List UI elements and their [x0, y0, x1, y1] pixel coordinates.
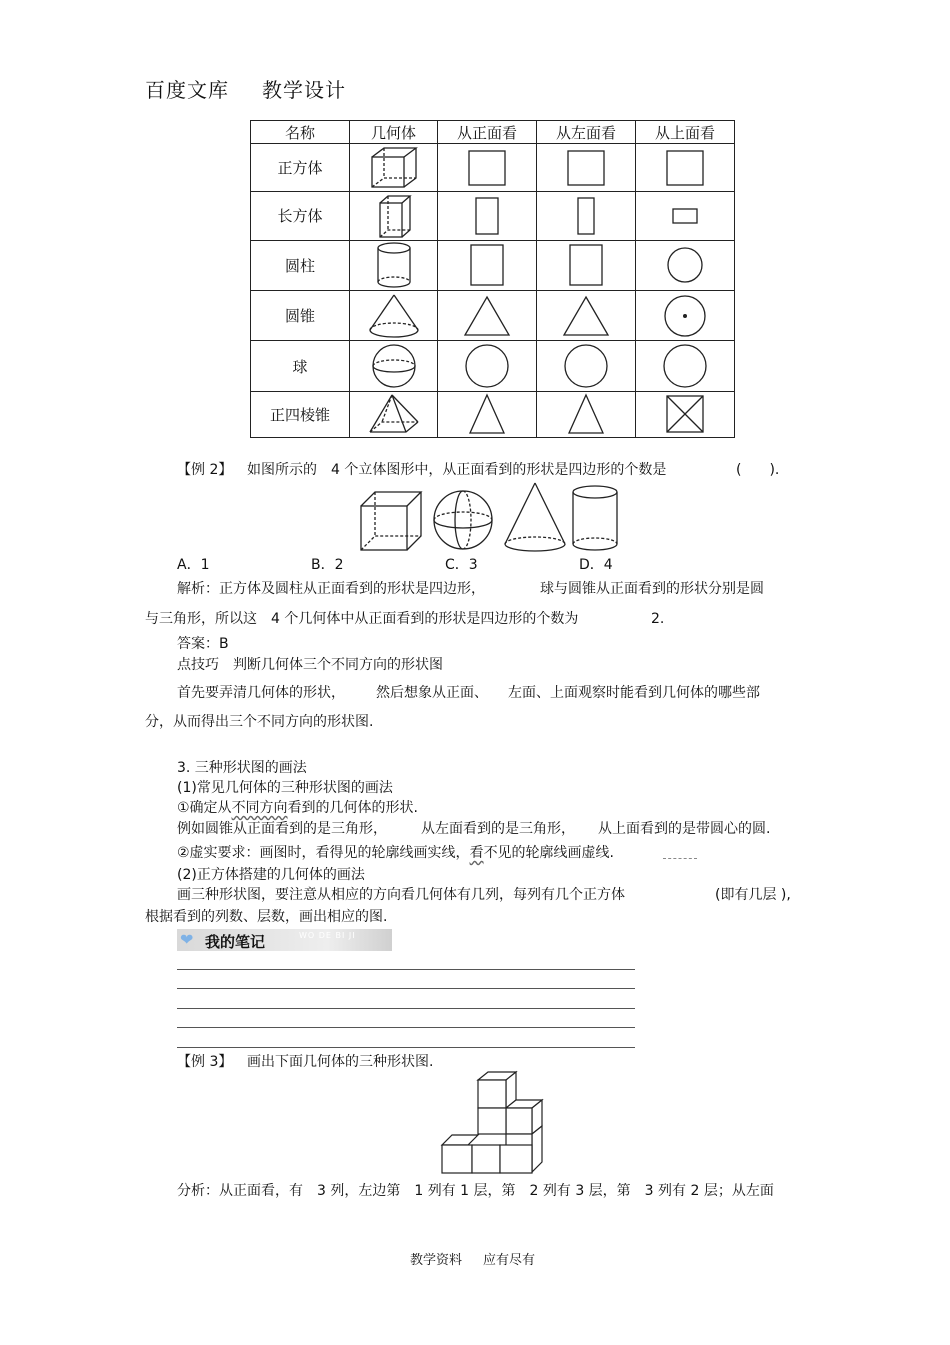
subsection-title: (2)正方体搭建的几何体的画法 [177, 867, 365, 883]
column-header: 从正面看 [438, 121, 537, 144]
example-3-analysis: 分析：从正面看，有 3 列，左边第 1 列有 1 层，第 2 列有 3 层，第 3 列有 2 层；从左面 [177, 1183, 774, 1199]
triangle-front-view-icon [467, 392, 507, 436]
note-line [177, 1027, 635, 1028]
example-2-question: 如图所示的 4 个立体图形中，从正面看到的形状是四边形的个数是 [247, 462, 667, 478]
note-line [177, 1047, 635, 1048]
square-top-view-icon [665, 149, 705, 187]
heart-icon: ❤ [180, 930, 194, 949]
triangle-left-view-icon [566, 392, 606, 436]
tip-text: 左面、上面观察时能看到几何体的哪些部 [508, 685, 760, 701]
column-header: 名称 [251, 121, 350, 144]
wavy-underlined-text: 看 [469, 845, 484, 861]
section-title: 3. 三种形状图的画法 [177, 760, 307, 776]
tip-text: 然后想象从正面、 [376, 685, 488, 701]
paragraph [177, 844, 614, 862]
square-left-view-icon [566, 149, 606, 187]
table-row [251, 391, 735, 437]
table-row [251, 240, 735, 290]
square-diagonals-top-view-icon [665, 394, 705, 434]
circle-center-top-view-icon [662, 293, 708, 339]
cuboid-solid-icon [372, 193, 416, 239]
table-row [251, 144, 735, 192]
notes-banner [177, 929, 392, 951]
paragraph [177, 799, 418, 817]
cylinder-solid-icon [374, 241, 414, 289]
table-row [251, 341, 735, 391]
analysis-text: 2. [651, 611, 665, 627]
four-solids-figure [355, 480, 640, 555]
three-view-table [250, 120, 735, 438]
column-header: 从上面看 [636, 121, 735, 144]
rectangle-top-view-icon [671, 207, 699, 225]
sphere-solid-icon [369, 342, 419, 390]
wavy-underlined-text: 不同方向 [231, 800, 288, 816]
table-header-row [251, 121, 735, 144]
wavy-mark [663, 858, 697, 859]
option-d: D．4 [579, 557, 613, 573]
footer-right: 应有尽有 [483, 1253, 536, 1268]
column-header: 几何体 [350, 121, 438, 144]
rectangle-left-view-icon [568, 243, 604, 287]
circle-left-view-icon [562, 343, 610, 389]
shape-name: 圆柱 [251, 240, 350, 290]
shape-name: 圆锥 [251, 290, 350, 340]
shape-name: 正方体 [251, 144, 350, 192]
paragraph-text: 根据看到的列数、层数，画出相应的图. [145, 909, 388, 925]
tip-text: 分，从而得出三个不同方向的形状图. [145, 714, 374, 730]
analysis-text: 与三角形，所以这 4 个几何体中从正面看到的形状是四边形的个数为 [145, 611, 579, 627]
column-header: 从左面看 [537, 121, 636, 144]
cube-figure-icon [361, 492, 421, 550]
cylinder-figure-icon [573, 486, 617, 550]
sphere-figure-icon [434, 491, 492, 549]
shape-name: 正四棱锥 [251, 391, 350, 437]
shape-name: 球 [251, 341, 350, 391]
answer-blank: ( ). [736, 462, 780, 478]
header-brand: 百度文库 [145, 78, 229, 102]
rectangle-front-view-icon [469, 243, 505, 287]
paragraph-text: ①确定从 [177, 800, 232, 816]
table-row [251, 290, 735, 340]
cone-figure-icon [505, 483, 565, 551]
circle-front-view-icon [463, 343, 511, 389]
note-line [177, 969, 635, 970]
analysis-text: 解析：正方体及圆柱从正面看到的形状是四边形， [177, 581, 485, 597]
paragraph-text: 看到的几何体的形状. [287, 800, 419, 816]
header-section: 教学设计 [262, 78, 346, 102]
subsection-title: (1)常见几何体的三种形状图的画法 [177, 780, 393, 796]
notes-pinyin: WO DE BI JI [299, 931, 356, 940]
circle-top-view-icon [661, 343, 709, 389]
example-3-question: 画出下面几何体的三种形状图. [247, 1054, 434, 1070]
circle-top-view-icon [665, 245, 705, 285]
paragraph-text: 例如圆锥从正面看到的是三角形， [177, 821, 387, 837]
paragraph-text: (即有几层 ), [715, 887, 791, 903]
answer-text: 答案：B [177, 636, 229, 652]
rectangle-left-view-icon [576, 196, 596, 236]
option-b: B．2 [311, 557, 344, 573]
tip-text: 首先要弄清几何体的形状， [177, 685, 345, 701]
shape-name: 长方体 [251, 192, 350, 240]
triangle-left-view-icon [561, 294, 611, 338]
stacked-cubes-figure [440, 1070, 545, 1175]
cube-solid-icon [364, 145, 424, 191]
option-c: C．3 [445, 557, 478, 573]
cube-stack-icon [442, 1072, 542, 1173]
note-line [177, 1008, 635, 1009]
example-2-label: 【例 2】 [177, 462, 233, 478]
example-3-label: 【例 3】 [177, 1054, 233, 1070]
analysis-text: 球与圆锥从正面看到的形状分别是圆 [540, 581, 764, 597]
note-line [177, 988, 635, 989]
square-front-view-icon [467, 149, 507, 187]
square-pyramid-solid-icon [364, 392, 424, 436]
paragraph-text: 不见的轮廓线画虚线. [483, 845, 615, 861]
tip-title: 点技巧 判断几何体三个不同方向的形状图 [177, 657, 443, 673]
rectangle-front-view-icon [474, 196, 500, 236]
cone-solid-icon [364, 292, 424, 340]
paragraph-text: 从上面看到的是带圆心的圆. [598, 821, 771, 837]
table-row [251, 192, 735, 240]
footer-left: 教学资料 [410, 1253, 463, 1268]
notes-title: 我的笔记 [205, 933, 266, 951]
option-a: A．1 [177, 557, 210, 573]
paragraph-text: 从左面看到的是三角形， [421, 821, 575, 837]
triangle-front-view-icon [462, 294, 512, 338]
paragraph-text: 画三种形状图，要注意从相应的方向看几何体有几列，每列有几个正方体 [177, 887, 625, 903]
paragraph-text: ②虚实要求：画图时，看得见的轮廓线画实线， [177, 845, 470, 861]
